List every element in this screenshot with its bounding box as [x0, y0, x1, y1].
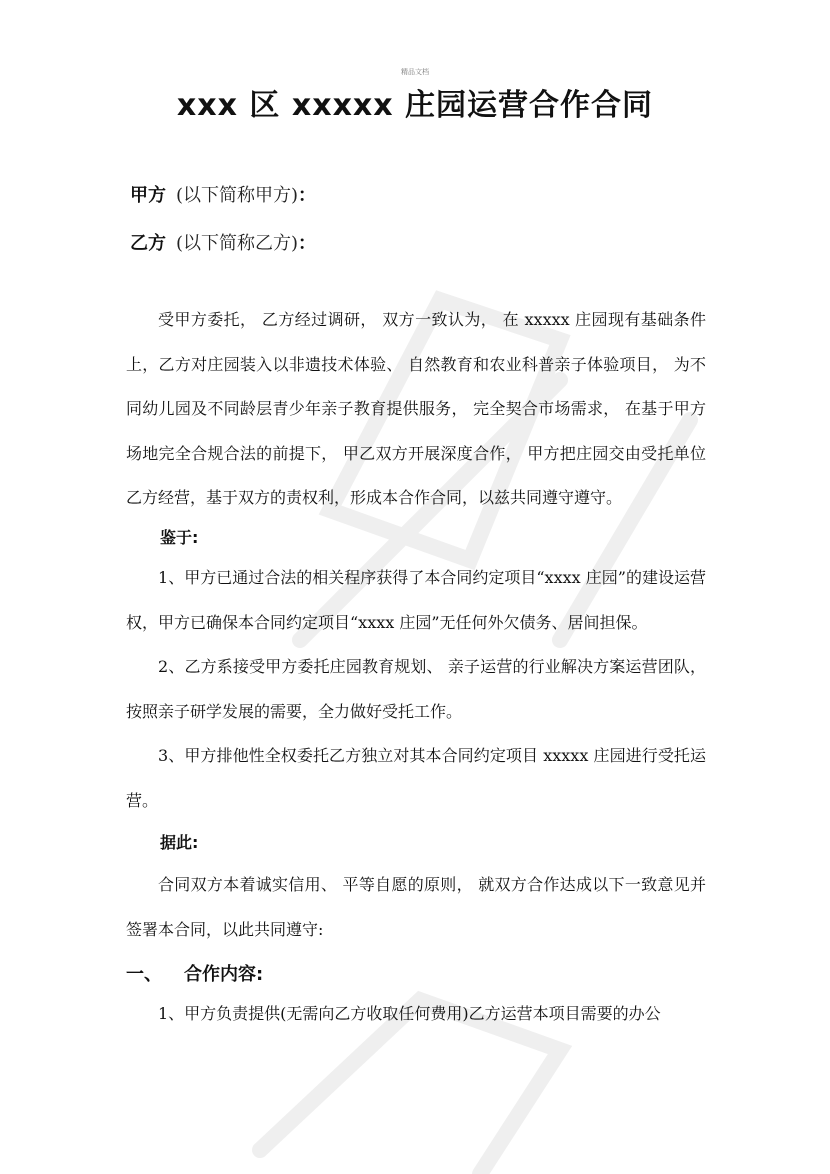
whereas-item-3: 3、甲方排他性全权委托乙方独立对其本合同约定项目 xxxxx 庄园进行受托运营。	[126, 746, 706, 810]
header-mark: 精品文档	[401, 68, 429, 76]
party-a-colon: ：	[298, 185, 317, 206]
section-1-title: 合作内容:	[184, 964, 264, 985]
party-b-label: 乙方	[130, 233, 166, 254]
whereas-item-1: 1、甲方已通过合法的相关程序获得了本合同约定项目“xxxx 庄园”的建设运营权，甲方已确保本合同约定项目“xxxx 庄园”无任何外欠债务、居间担保。	[126, 568, 706, 632]
party-b-colon: ：	[298, 233, 317, 254]
accordingly-heading: 据此:	[160, 833, 199, 852]
party-b-line	[130, 229, 316, 255]
accordingly-paragraph: 合同双方本着诚实信用、 平等自愿的原则， 就双方合作达成以下一致意见并签署本合同，以此共同遵守:	[126, 875, 706, 939]
contract-title: xxx 区 xxxxx 庄园运营合作合同	[176, 88, 654, 123]
party-b-note: (以下简称乙方)	[176, 233, 299, 254]
section-1-number: 一、	[126, 964, 162, 985]
section-1-heading	[126, 960, 263, 986]
party-a-note: (以下简称甲方)	[176, 185, 299, 206]
party-a-label: 甲方	[130, 185, 166, 206]
section-1-item-1: 1、甲方负责提供(无需向乙方收取任何费用)乙方运营本项目需要的办公	[158, 1004, 661, 1023]
whereas-heading: 鉴于:	[160, 528, 199, 547]
party-a-line	[130, 181, 316, 207]
whereas-item-2: 2、乙方系接受甲方委托庄园教育规划、 亲子运营的行业解决方案运营团队，按照亲子研学发展的需要，全力做好受托工作。	[126, 657, 706, 721]
intro-paragraph: 受甲方委托， 乙方经过调研， 双方一致认为， 在 xxxxx 庄园现有基础条件上，乙方对庄园装入以非遗技术体验、 自然教育和农业科普亲子体验项目， 为不同幼儿园及不同龄层青少年亲子教育提供服务， 完全契合市场需求， 在基于甲方场地完全合规合法的前提下， 甲乙双方开展深度合作， 甲方把庄园交由受托单位乙方经营，基于双方的责权利，形成本合作合同，以兹共同遵守遵守。	[126, 310, 706, 507]
